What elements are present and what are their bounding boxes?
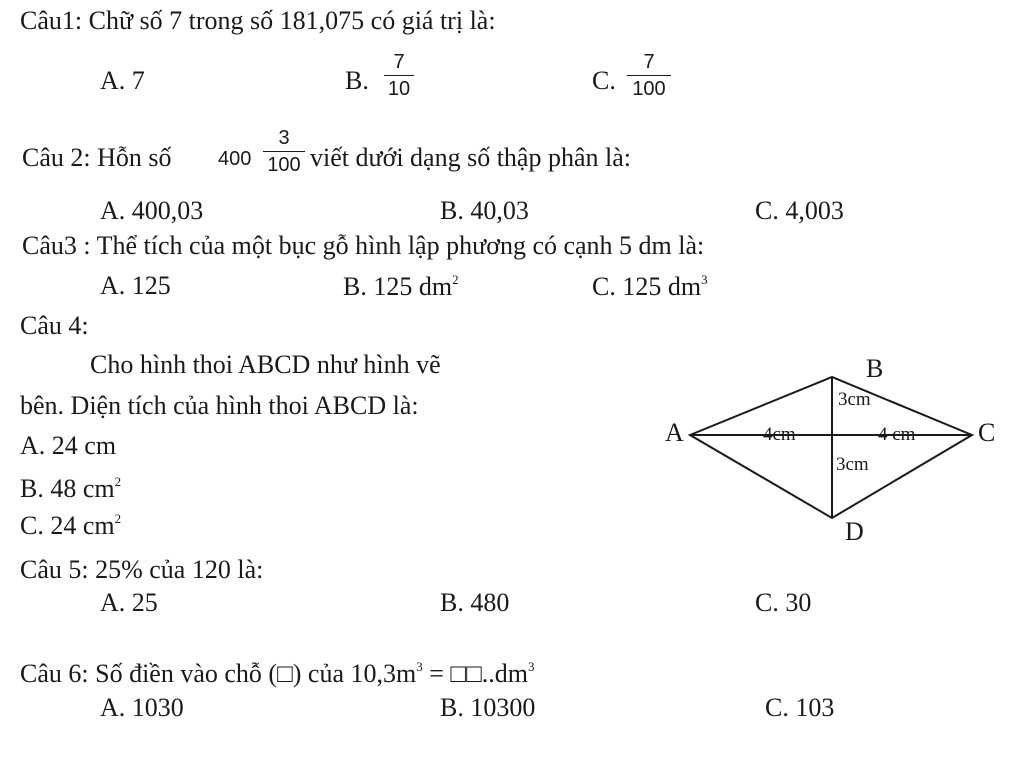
fraction-numerator: 7 (643, 51, 655, 73)
q6-rhs-exponent: 3 (528, 659, 535, 674)
fraction-denominator: 100 (632, 78, 666, 100)
q6-rhs: = □□..dm (422, 659, 529, 688)
q2-suffix: viết dưới dạng số thập phân là: (310, 143, 632, 172)
q1-option-a: A. 7 (100, 66, 145, 95)
vertex-c-label: C (978, 418, 996, 447)
q3-option-c-text: C. 125 dm (592, 272, 702, 301)
q5-option-c: C. 30 (755, 588, 812, 617)
q3-option-a: A. 125 (100, 271, 171, 300)
q6-title (20, 660, 535, 687)
q5-option-a: A. 25 (100, 588, 158, 617)
fraction-numerator: 3 (278, 127, 290, 149)
q2-mixed-whole: 400 (218, 148, 252, 170)
q2-option-a: A. 400,03 (100, 196, 204, 225)
q5-option-b: B. 480 (440, 588, 510, 617)
q5-title: Câu 5: 25% của 120 là: (20, 555, 264, 584)
q4-title: Câu 4: (20, 311, 89, 340)
q4-option-c-text: C. 24 cm (20, 511, 115, 540)
fraction-numerator: 7 (393, 51, 405, 73)
fraction-denominator: 100 (267, 154, 301, 176)
q3-option-b-text: B. 125 dm (343, 272, 453, 301)
q1-option-b-prefix: B. (345, 66, 369, 95)
q3-option-c-exponent: 3 (701, 272, 708, 287)
q6-option-a: A. 1030 (100, 693, 184, 722)
q2-option-b: B. 40,03 (440, 196, 529, 225)
segment-od-label: 3cm (836, 454, 869, 475)
segment-oc-label: 4 cm (878, 424, 916, 445)
q6-lhs-exponent: 3 (416, 659, 423, 674)
q2-option-c: C. 4,003 (755, 196, 844, 225)
q6-option-c: C. 103 (765, 693, 835, 722)
q4-text-line2: bên. Diện tích của hình thoi ABCD là: (20, 391, 419, 420)
segment-ob-label: 3cm (838, 389, 871, 410)
vertex-a-label: A (665, 418, 684, 447)
q3-title: Câu3 : Thể tích của một bục gỗ hình lập phương có cạnh 5 dm là: (22, 231, 705, 260)
q6-lhs: Câu 6: Số điền vào chỗ (□) của 10,3m (20, 659, 417, 688)
q4-option-c-exponent: 2 (114, 511, 122, 526)
q4-option-b-text: B. 48 cm (20, 474, 115, 503)
q4-option-a: A. 24 cm (20, 431, 117, 460)
q1-option-c-prefix: C. (592, 66, 616, 95)
segment-oa-label: 4cm (763, 424, 796, 445)
fraction-denominator: 10 (387, 78, 411, 100)
q6-option-b: B. 10300 (440, 693, 536, 722)
vertex-b-label: B (866, 354, 884, 383)
q4-text-line1: Cho hình thoi ABCD như hình vẽ (90, 350, 441, 379)
q4-option-b-exponent: 2 (114, 474, 122, 489)
vertex-d-label: D (845, 517, 864, 546)
q1-title: Câu1: Chữ số 7 trong số 181,075 có giá trị là: (20, 6, 496, 35)
q2-prefix: Câu 2: Hỗn số (22, 143, 172, 172)
q3-option-b-exponent: 2 (452, 272, 459, 287)
